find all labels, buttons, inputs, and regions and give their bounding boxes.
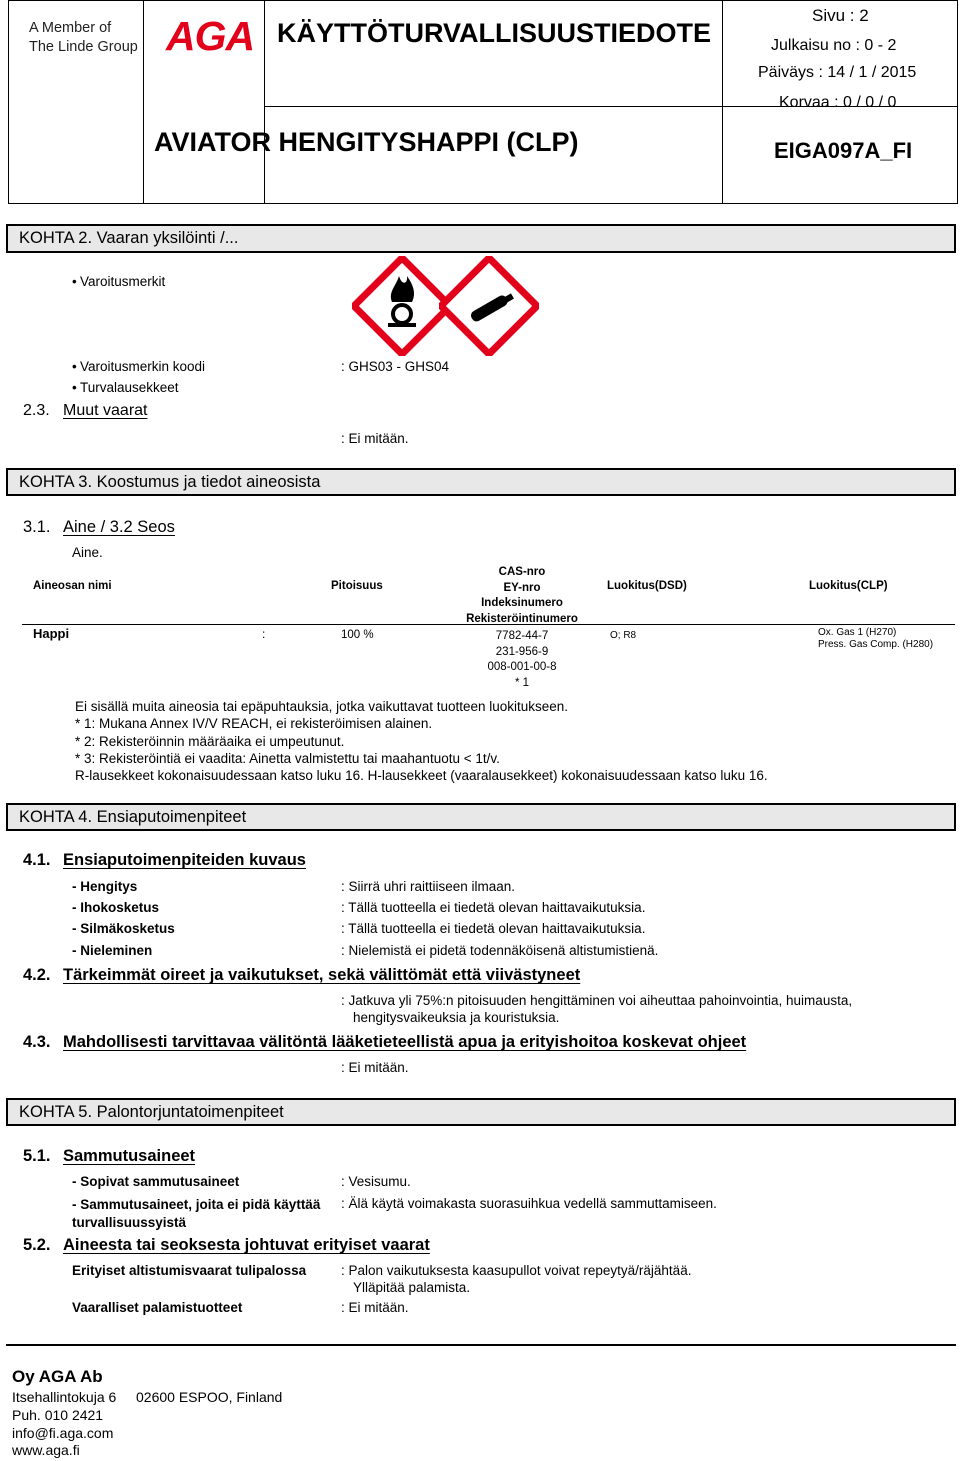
footer-rule — [6, 1344, 956, 1346]
flame-over-circle-icon — [352, 256, 452, 356]
ingredient-colon: : — [262, 627, 266, 641]
phone-number: Puh. 010 2421 — [12, 1407, 104, 1423]
symptoms-heading: Tärkeimmät oireet ja vaikutukset, sekä välittömät että viivästyneet — [63, 966, 581, 984]
note-line: * 1: Mukana Annex IV/V REACH, ei rekisteröimisen alainen. — [75, 716, 433, 732]
page-number: Sivu : 2 — [812, 6, 869, 25]
extinguishing-number: 5.1. — [23, 1147, 51, 1165]
unsuitable-media-value: : Älä käytä voimakasta suorasuihkua vedellä sammuttamiseen. — [341, 1196, 717, 1211]
suitable-media-value: : Vesisumu. — [341, 1174, 411, 1189]
col-concentration-header: Pitoisuus — [331, 580, 383, 592]
linde-group-text — [29, 19, 138, 57]
first-aid-heading: Ensiaputoimenpiteiden kuvaus — [63, 851, 306, 869]
unsuitable-media-label-line-2: turvallisuussyistä — [72, 1214, 187, 1230]
ec-header: EY-nro — [503, 581, 541, 594]
ingredient-clp — [818, 627, 933, 651]
section-5-bar: KOHTA 5. Palontorjuntatoimenpiteet — [6, 1098, 956, 1126]
city-address: 02600 ESPOO, Finland — [136, 1389, 283, 1405]
index-number: 008-001-00-8 — [487, 661, 557, 673]
extinguishing-heading: Sammutusaineet — [63, 1147, 196, 1165]
unsuitable-media-label-line-1: - Sammutusaineet, joita ei pidä käyttää — [72, 1197, 321, 1212]
gas-cylinder-icon — [439, 256, 539, 356]
linde-line-2: The Linde Group — [29, 39, 138, 55]
substance-heading: Aine / 3.2 Seos — [63, 518, 175, 536]
replaces-date: Korvaa : 0 / 0 / 0 — [779, 94, 897, 111]
issue-date: Päiväys : 14 / 1 / 2015 — [758, 64, 917, 81]
col-name-header: Aineosan nimi — [33, 580, 112, 592]
warning-signs-label: • Varoitusmerkit — [80, 274, 165, 289]
clp-class-2: Press. Gas Comp. (H280) — [818, 639, 934, 650]
header-divider — [143, 1, 144, 203]
skin-contact-value: : Tällä tuotteella ei tiedetä olevan haittavaikutuksia. — [341, 900, 646, 915]
table-header-rule — [22, 624, 955, 625]
suitable-media-label: - Sopivat sammutusaineet — [72, 1174, 240, 1189]
medical-attention-value: : Ei mitään. — [341, 1060, 409, 1075]
warning-code-value: : GHS03 - GHS04 — [341, 359, 450, 374]
eye-contact-value: : Tällä tuotteella ei tiedetä olevan haittavaikutuksia. — [341, 921, 646, 936]
special-hazards-heading: Aineesta tai seoksesta johtuvat erityiset vaarat — [63, 1236, 430, 1254]
ingestion-label: - Nieleminen — [72, 943, 153, 958]
symptoms-number: 4.2. — [23, 966, 51, 984]
cas-number: 7782-44-7 — [495, 630, 549, 642]
ingredient-dsd: O; R8 — [610, 630, 637, 641]
ingredient-concentration: 100 % — [341, 629, 374, 641]
index-header: Indeksinumero — [481, 597, 563, 609]
col-dsd-header: Luokitus(DSD) — [607, 580, 687, 592]
ec-number: 231-956-9 — [495, 645, 549, 658]
other-hazards-heading: Muut vaarat — [63, 402, 148, 419]
section-2-bar: KOHTA 2. Vaaran yksilöinti /... — [6, 224, 956, 253]
note-line: * 2: Rekisteröinnin määräaika ei umpeutunut. — [75, 733, 345, 749]
product-name: AVIATOR HENGITYSHAPPI (CLP) — [154, 127, 579, 157]
special-hazards-number: 5.2. — [23, 1236, 51, 1254]
unsuitable-media-label — [72, 1196, 320, 1231]
linde-line-1: A Member of — [29, 20, 112, 36]
warning-code-label: • Varoitusmerkin koodi — [80, 359, 205, 374]
note-line: * 3: Rekisteröintiä ei vaadita: Ainetta valmistettu tai maahantuotu < 1t/v. — [75, 750, 500, 766]
document-code: EIGA097A_FI — [774, 138, 913, 163]
symptoms-value-line-2: hengitysvaikeuksia ja kouristuksia. — [353, 1010, 560, 1025]
ingredient-name: Happi — [33, 626, 70, 641]
document-title: KÄYTTÖTURVALLISUUSTIEDOTE — [277, 18, 712, 48]
combustion-products-value: : Ei mitään. — [341, 1300, 409, 1315]
document-header — [8, 0, 958, 204]
website-link[interactable]: www.aga.fi — [12, 1442, 80, 1458]
first-aid-number: 4.1. — [23, 851, 51, 869]
section-4-bar: KOHTA 4. Ensiaputoimenpiteet — [6, 803, 956, 831]
note-line: Ei sisällä muita aineosia tai epäpuhtauksia, jotka vaikuttavat tuotteen luokitukseen. — [75, 699, 569, 714]
fire-hazards-label: Erityiset altistumisvaarat tulipalossa — [72, 1263, 307, 1278]
inhalation-label: - Hengitys — [72, 879, 138, 894]
ingestion-value: : Nielemistä ei pidetä todennäköisenä altistumistienä. — [341, 943, 659, 958]
email-link[interactable]: info@fi.aga.com — [12, 1425, 114, 1441]
col-identifiers-header — [462, 565, 582, 627]
clp-class-1: Ox. Gas 1 (H270) — [818, 627, 897, 638]
skin-contact-label: - Ihokosketus — [72, 900, 160, 915]
note-line: R-lausekkeet kokonaisuudessaan katso luku 16. H-lausekkeet (vaaralausekkeet) kokonaisuudessaan katso luku 16. — [75, 768, 768, 784]
header-divider — [264, 1, 265, 203]
header-divider — [722, 1, 723, 203]
medical-attention-number: 4.3. — [23, 1033, 51, 1051]
fire-hazards-value-line-2: Ylläpitää palamista. — [353, 1280, 471, 1295]
fire-hazards-value-line-1: : Palon vaikutuksesta kaasupullot voivat repeytyä/räjähtää. — [341, 1263, 692, 1278]
registration-header: Rekisteröintinumero — [466, 612, 578, 625]
aga-logo: AGA — [166, 13, 255, 59]
substance-number: 3.1. — [23, 518, 51, 536]
symptoms-value-line-1: : Jatkuva yli 75%:n pitoisuuden hengittäminen voi aiheuttaa pahoinvointia, huimausta, — [341, 993, 853, 1008]
eye-contact-label: - Silmäkosketus — [72, 921, 175, 936]
col-clp-header: Luokitus(CLP) — [809, 580, 888, 592]
combustion-products-label: Vaaralliset palamistuotteet — [72, 1300, 243, 1315]
medical-attention-heading: Mahdollisesti tarvittavaa välitöntä lääketieteellistä apua ja erityishoitoa koskevat ohjeet — [63, 1033, 747, 1051]
other-hazards-value: : Ei mitään. — [341, 431, 409, 446]
precaution-label: • Turvalausekkeet — [80, 380, 179, 395]
inhalation-value: : Siirrä uhri raittiiseen ilmaan. — [341, 879, 516, 894]
other-hazards-number: 2.3. — [23, 402, 50, 419]
ingredient-identifiers — [462, 629, 582, 691]
street-address: Itsehallintokuja 6 — [12, 1389, 117, 1405]
cas-header: CAS-nro — [498, 566, 546, 578]
section-3-bar: KOHTA 3. Koostumus ja tiedot aineosista — [6, 468, 956, 496]
edition-number: Julkaisu no : 0 - 2 — [771, 37, 897, 54]
substance-type: Aine. — [72, 545, 103, 560]
company-name: Oy AGA Ab — [12, 1367, 103, 1386]
composition-notes — [75, 698, 768, 784]
registration-note: * 1 — [514, 676, 530, 689]
